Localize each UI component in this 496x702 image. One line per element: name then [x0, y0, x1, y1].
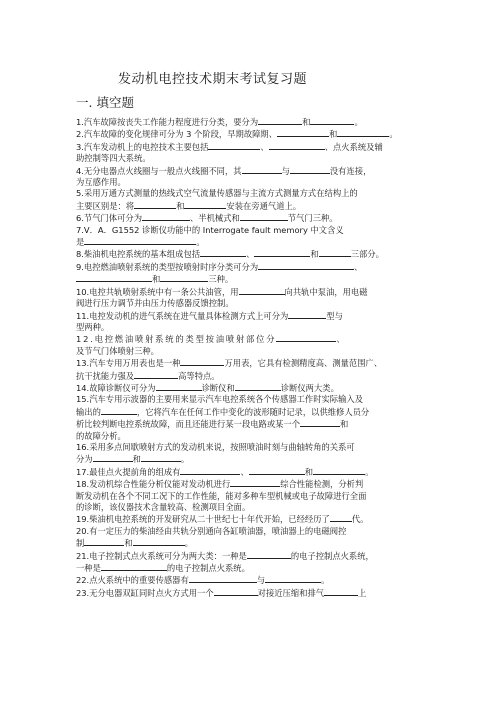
answer-blank[interactable]	[330, 513, 352, 522]
question-3: 3.汽车发动机上的电控技术主要包括 、 、点火系统及辅 助控制等四大系统。	[76, 141, 383, 164]
answer-blank[interactable]	[235, 382, 281, 391]
answer-blank[interactable]	[265, 574, 321, 583]
answer-blank[interactable]	[160, 273, 208, 282]
answer-blank[interactable]	[156, 382, 202, 391]
question-5: 5.采用万通方式测量的热线式空气流量传感器与主流方式测量方式在结构上的 主要区别是：将 和 安装在旁通气道上。	[76, 188, 358, 211]
answer-blank[interactable]	[319, 248, 351, 257]
question-21: 21.电子控制式点火系统可分为两大类：一种是 的电子控制点火系统， 一种是 的电子控制点火系统。	[76, 550, 374, 574]
question-11: 11.电控发动机的进气系统在进气量具体检测方式上可分为 型与 型两种。	[76, 310, 343, 332]
answer-blank[interactable]	[269, 141, 325, 150]
answer-blank[interactable]	[242, 165, 282, 174]
answer-blank[interactable]	[249, 466, 305, 475]
answer-blank[interactable]	[200, 248, 246, 257]
question-12: 12.电控燃油喷射系统的类型按油喷射部位分 、 及节气门体喷射三种。	[76, 334, 347, 356]
answer-blank[interactable]	[290, 165, 330, 174]
answer-blank[interactable]	[239, 286, 285, 295]
answer-blank[interactable]	[230, 478, 280, 487]
question-list	[76, 116, 426, 599]
answer-blank[interactable]	[258, 261, 354, 270]
answer-blank[interactable]	[84, 537, 124, 546]
question-20: 20.有一定压力的柴油经由共轨分别通向各缸喷油器，喷油器上的电磁阀控 制 和 。	[76, 525, 347, 549]
question-14: 14.故障诊断仪可分为 诊断仪和 诊断仪两大类。	[76, 382, 339, 393]
question-2: 2.汽车故障的变化规律可分为 3 个阶段，早期故障期、 和 。	[76, 129, 398, 140]
question-19: 19.柴油机电控系统的开发研究从二十世纪七十年代开始，已经经历了 代。	[76, 514, 369, 525]
answer-blank[interactable]	[254, 248, 310, 257]
answer-blank[interactable]	[208, 141, 260, 150]
answer-blank[interactable]	[76, 273, 152, 282]
question-23: 23.无分电器双缸同时点火方式用一个 对接近压缩和排气 上	[76, 587, 367, 598]
answer-blank[interactable]	[300, 418, 340, 427]
question-16: 16.采用多点间歇喷射方式的发动机来说，按照喷油时刻与曲轴转角的关系可 分为 和 。	[76, 441, 355, 465]
answer-blank[interactable]	[258, 116, 302, 125]
question-10: 10.电控共轨喷射系统中有一条公共油管，用 向共轨中泵油，用电磁 阀进行压力调节并由压力传感器反馈控制。	[76, 286, 368, 309]
question-18: 18.发动机综合性能分析仪能对发动机进行 综合性能检测，分析判 断发动机在各个不同工况下的工作性能，能对多种车型机械或电子故障进行全面 的诊断，该仪器技术含量较高、检测项目全面。	[76, 479, 367, 512]
answer-blank[interactable]	[189, 574, 257, 583]
question-4: 4.无分电器点火线圈与一般点火线圈不同，其 与 没有连接， 为互感作用。	[76, 165, 372, 188]
answer-blank[interactable]	[84, 236, 196, 245]
answer-blank[interactable]	[134, 370, 178, 379]
answer-blank[interactable]	[180, 466, 240, 475]
section-heading: 一. 填空题	[76, 95, 134, 110]
answer-blank[interactable]	[337, 128, 389, 137]
answer-blank[interactable]	[214, 587, 258, 596]
answer-blank[interactable]	[184, 200, 226, 209]
question-8: 8.柴油机电控系统的基本组成包括 、 和 三部分。	[76, 249, 384, 260]
answer-blank[interactable]	[141, 453, 181, 462]
answer-blank[interactable]	[277, 128, 329, 137]
page-title: 发动机电控技术期末考试复习题	[118, 72, 308, 87]
question-1: 1.汽车故障按丧失工作能力程度进行分类，要分为 和 。	[76, 117, 363, 127]
answer-blank[interactable]	[247, 550, 291, 559]
answer-blank[interactable]	[240, 212, 288, 221]
answer-blank[interactable]	[180, 357, 224, 366]
question-6: 6.节气门体可分为 、半机械式和 节气门三种。	[76, 213, 338, 224]
answer-blank[interactable]	[276, 333, 336, 342]
question-7: 7.V．A．G1552 诊断仪功能中的 Interrogate fault memory 中文含义 是 。	[76, 224, 344, 248]
answer-blank[interactable]	[142, 212, 190, 221]
question-22: 22.点火系统中的重要传感器有 与 。	[76, 575, 330, 586]
answer-blank[interactable]	[134, 200, 176, 209]
question-9: 9.电控燃油喷射系统的类型按喷射时序分类可分为 、 和 三种。	[76, 261, 363, 285]
question-15: 15.汽车专用示波器的主要用来显示汽车电控系统各个传感器工作时实际输入及 输出的 ，它将汽车在任何工作中变化的波形随时记录，以供维修人员分 析比较判断电控系统故障，而且还能进行某一段电路或某一个 和 的故障分析。	[76, 394, 370, 441]
answer-blank[interactable]	[93, 453, 133, 462]
answer-blank[interactable]	[313, 466, 365, 475]
answer-blank[interactable]	[324, 587, 358, 596]
answer-blank[interactable]	[133, 537, 185, 546]
question-17: 17.最佳点火提前角的组成有 、 和 。	[76, 466, 374, 477]
answer-blank[interactable]	[310, 116, 354, 125]
answer-blank[interactable]	[101, 406, 137, 415]
answer-blank[interactable]	[288, 310, 326, 319]
answer-blank[interactable]	[101, 562, 167, 571]
question-13: 13.汽车专用万用表也是一种 万用表，它具有检测精度高、测量范围广、 抗干扰能力强及 高等特点。	[76, 358, 383, 381]
